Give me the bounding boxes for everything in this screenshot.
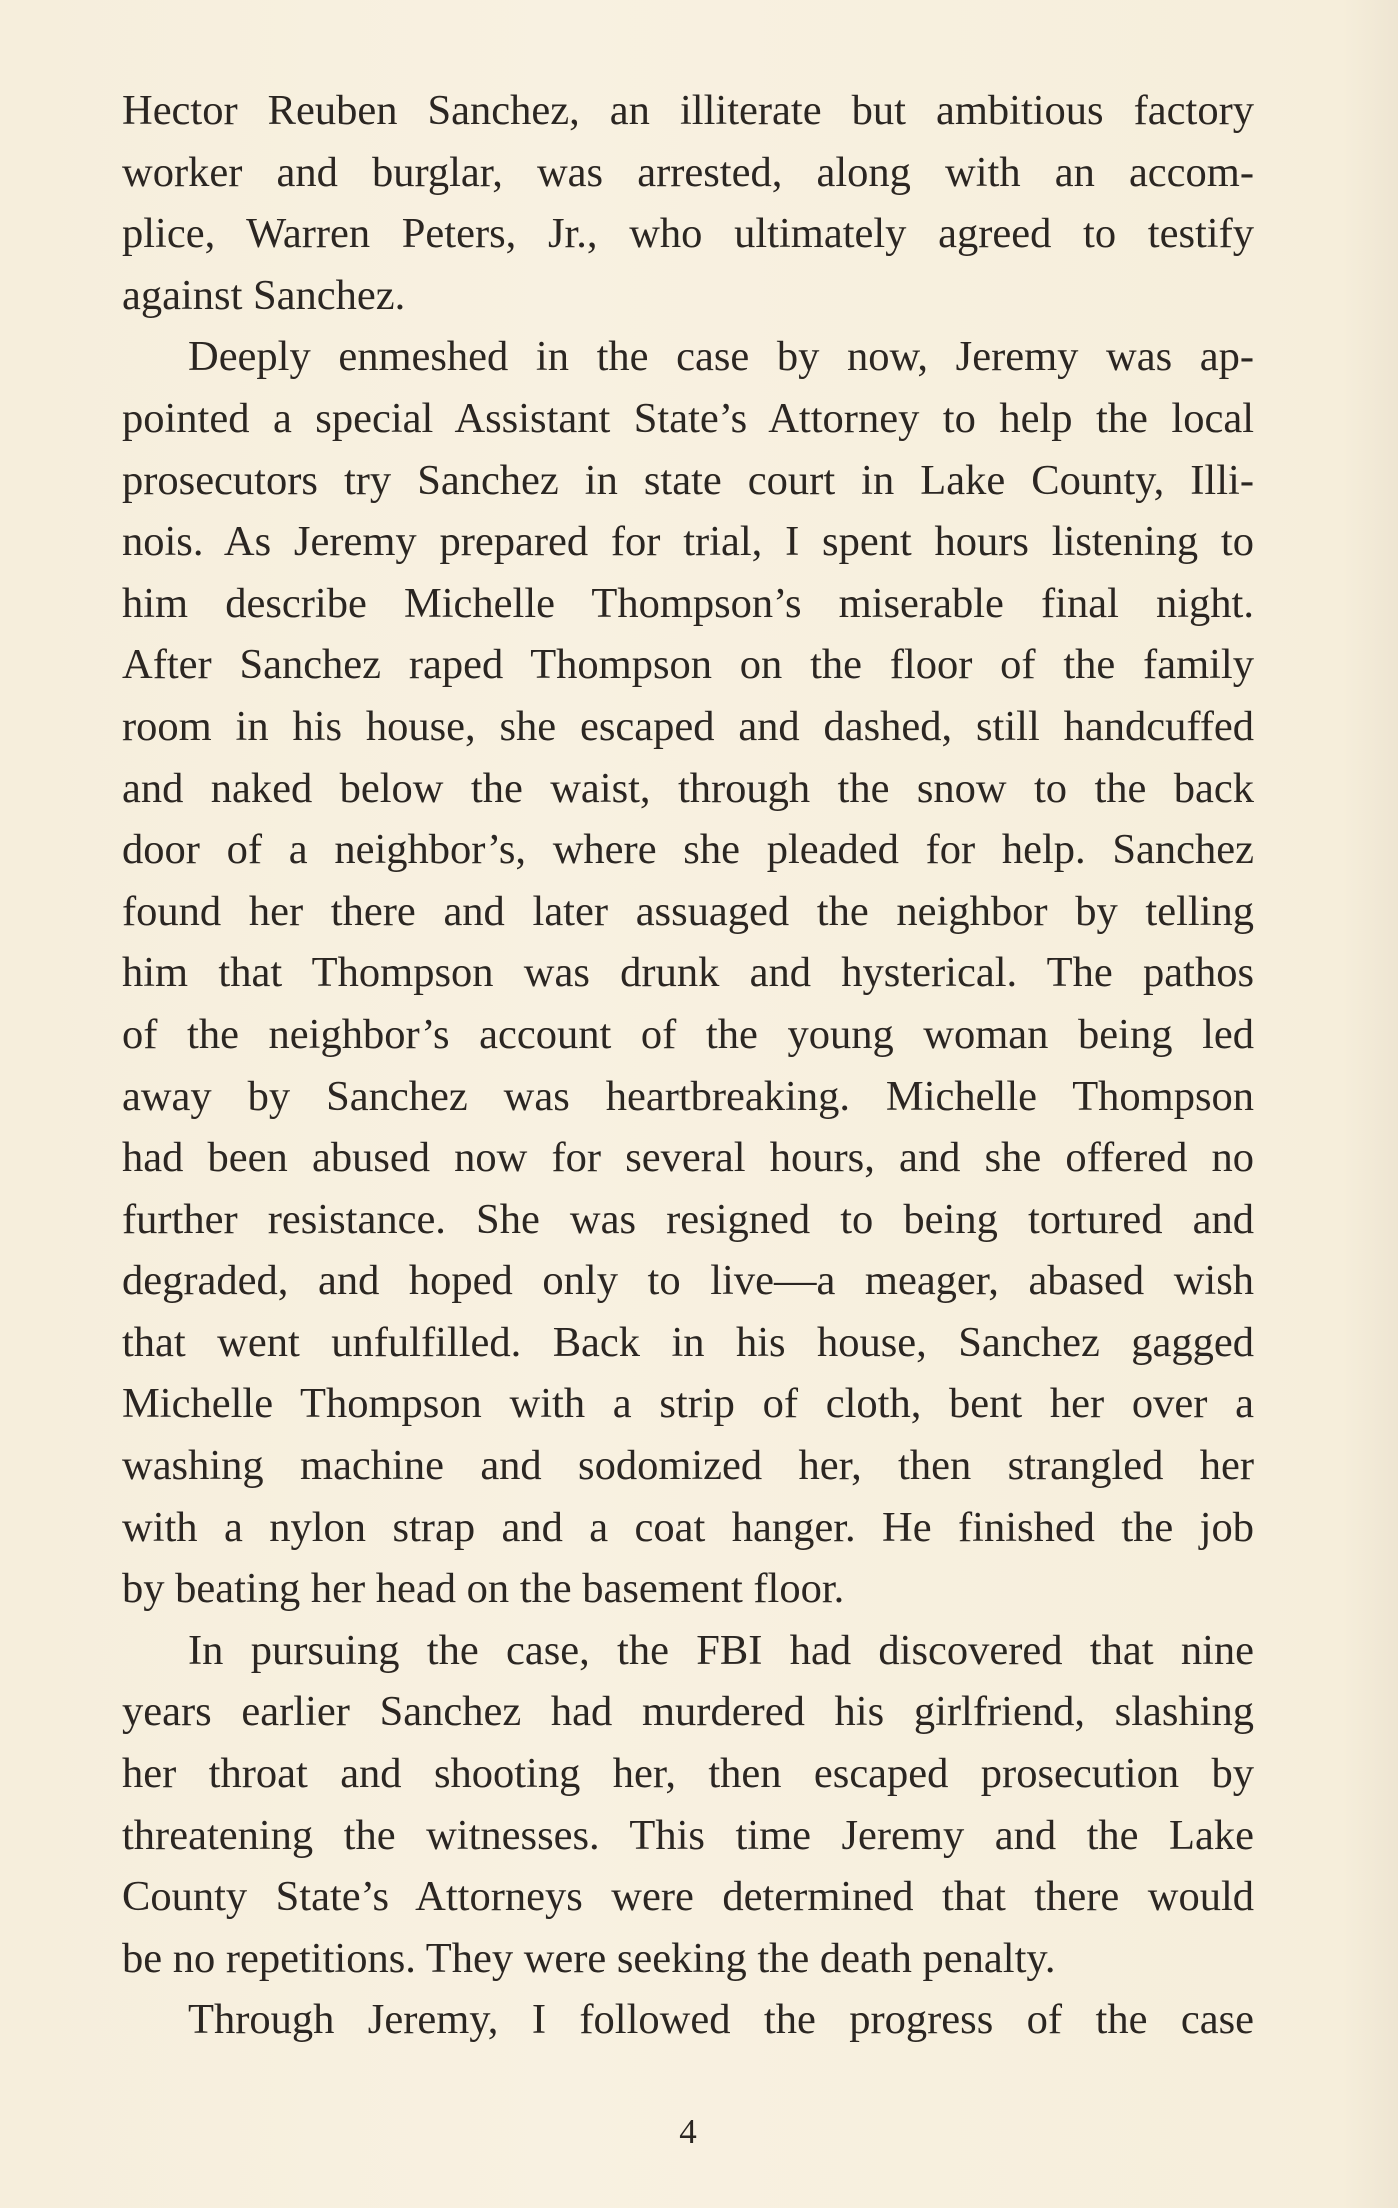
text-line: and naked below the waist, through the snow to the back — [122, 764, 1254, 812]
text-line: of the neighbor’s account of the young woman being led — [122, 1010, 1254, 1058]
text-line: County State’s Attorneys were determined that there would — [122, 1873, 1254, 1921]
text-line: by beating her head on the basement floor. — [122, 1565, 845, 1613]
text-line: that went unfulfilled. Back in his house, Sanchez gagged — [122, 1318, 1254, 1366]
text-line: prosecutors try Sanchez in state court in Lake County, Illi- — [122, 456, 1254, 504]
text-line: plice, Warren Peters, Jr., who ultimately agreed to testify — [122, 210, 1254, 258]
text-line: door of a neighbor’s, where she pleaded for help. Sanchez — [122, 826, 1254, 874]
text-line: with a nylon strap and a coat hanger. He finished the job — [122, 1503, 1254, 1551]
text-line: her throat and shooting her, then escaped prosecution by — [122, 1750, 1254, 1798]
text-line: further resistance. She was resigned to being tortured and — [122, 1195, 1254, 1243]
text-line: Hector Reuben Sanchez, an illiterate but ambitious factory — [122, 87, 1254, 134]
text-line: degraded, and hoped only to live—a meager, abased wish — [122, 1257, 1254, 1305]
text-line: him that Thompson was drunk and hysterical. The pathos — [122, 949, 1254, 997]
text-line: After Sanchez raped Thompson on the floor of the family — [122, 641, 1254, 689]
text-line: pointed a special Assistant State’s Attorney to help the local — [122, 394, 1254, 442]
text-line: worker and burglar, was arrested, along with an accom- — [122, 148, 1254, 196]
text-line: away by Sanchez was heartbreaking. Michelle Thompson — [122, 1072, 1254, 1120]
body-text — [122, 80, 1254, 2051]
page-number: 4 — [679, 2112, 697, 2151]
text-line: washing machine and sodomized her, then strangled her — [122, 1442, 1254, 1490]
text-line: threatening the witnesses. This time Jeremy and the Lake — [122, 1811, 1254, 1859]
text-line: Michelle Thompson with a strip of cloth, bent her over a — [122, 1380, 1254, 1428]
text-line: against Sanchez. — [122, 271, 406, 319]
text-line: In pursuing the case, the FBI had discovered that nine — [188, 1626, 1254, 1674]
text-line: found her there and later assuaged the neighbor by telling — [122, 887, 1254, 935]
text-line: be no repetitions. They were seeking the death penalty. — [122, 1934, 1056, 1982]
text-line: Through Jeremy, I followed the progress of the case — [188, 1996, 1254, 2044]
text-line: him describe Michelle Thompson’s miserable final night. — [122, 579, 1254, 627]
text-line: nois. As Jeremy prepared for trial, I spent hours listening to — [122, 518, 1254, 566]
text-line: room in his house, she escaped and dashed, still handcuffed — [122, 702, 1254, 750]
text-line: had been abused now for several hours, and she offered no — [122, 1134, 1254, 1182]
text-line: years earlier Sanchez had murdered his girlfriend, slashing — [122, 1688, 1254, 1736]
text-line: Deeply enmeshed in the case by now, Jeremy was ap- — [188, 333, 1254, 381]
